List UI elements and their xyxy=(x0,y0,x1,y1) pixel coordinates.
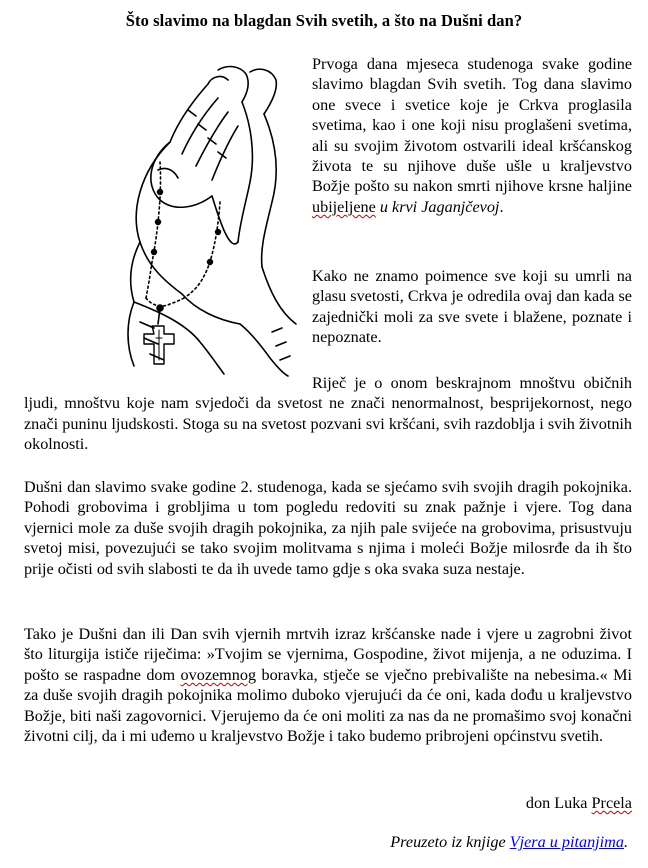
paragraph-5-text-c: boravka, stječe se vječno prebivalište na nebesima.« Mi za duše svojih dragih pokojnika molimo duboko vjerujući da će oni, kada dođu u kraljevstvo Božje, biti naši zagovornici. Vjerujemo da će oni moliti za nas da ne promašimo svoj konačni životni cilj, da i mi uđemo u kraljevstvo Božje i tako budemo pribrojeni općinstvu svetih. xyxy=(24,665,632,746)
paragraph-2: Kako ne znamo poimence sve koji su umrli na glasu svetosti, Crkva je odredila ovaj dan kada se zajednički moli za sve svete i blažene, poznate i nepoznate. xyxy=(312,267,632,347)
paragraph-5-spellcheck-word: ovozemnog xyxy=(180,665,257,684)
paragraph-1 xyxy=(312,54,632,217)
paragraph-1-text: Prvoga dana mjeseca studenoga svake godine slavimo blagdan Svih svetih. Tog dana slavimo one svece i svetice koje je Crkva proglasila svetima, kao i one koji nisu proglašeni svetima, ali su svojim životom ostvarili ideal kršćanskog života te su njihove duše ušle u kraljevstvo Božje pošto su nakon smrti njihove krsne haljine xyxy=(312,55,632,196)
document-title: Što slavimo na blagdan Svih svetih, a što na Dušni dan? xyxy=(125,11,523,30)
paragraph-5-text-a: Tako je Dušni dan ili Dan svih vjernih mrtvih izraz kršćanske nade i vjere u zagrobni život što liturgija ističe riječima: »Tvojim se vjernima, Gospodine, život mijenja, a ne oduzima. I pošto se raspadne dom xyxy=(24,625,632,684)
source-prefix: Preuzeto iz knjige xyxy=(390,833,510,851)
author-signature xyxy=(0,794,632,813)
paragraph-1-end: . xyxy=(499,197,504,216)
paragraph-1-spellcheck-word: ubijeljene xyxy=(312,197,376,216)
author-name: don Luka xyxy=(525,794,592,812)
paragraph-4: Dušni dan slavimo svake godine 2. studenoga, kada se sjećamo svih svojih dragih pokojnika. Pohodi grobovima i grobljima u tom pogledu redoviti su znak pažnje i vjere. Tog dana vjernici mole za duše svojih dragih pokojnika, za njih pale svijeće na grobovima, prisustvuju svetoj misi, povezujući se tako svojim molitvama s njima i moleći Božje milosrđe da ih što prije očisti od svih slabosti te da ih uvede tamo gdje s oka svaka suza nestaje. xyxy=(24,478,632,578)
paragraph-3: Riječ je o onom beskrajnom mnoštvu običnih ljudi, mnoštvu koje nam svjedoči da svetost ne znači nenormalnost, besprijekornost, nego znači puninu ljudskosti. Stoga su na svetost pozvani svi kršćani, svih razdoblja i svih životnih okolnosti. xyxy=(24,374,632,454)
paragraph-1-italic: u krvi Jaganjčevoj xyxy=(379,197,500,216)
source-suffix: . xyxy=(623,833,628,851)
book-link[interactable]: Vjera u pitanjima xyxy=(509,833,624,851)
source-note xyxy=(0,833,628,852)
paragraph-5 xyxy=(24,624,632,746)
praying-hands-rosary-icon xyxy=(100,62,300,377)
author-surname: Prcela xyxy=(591,794,632,812)
